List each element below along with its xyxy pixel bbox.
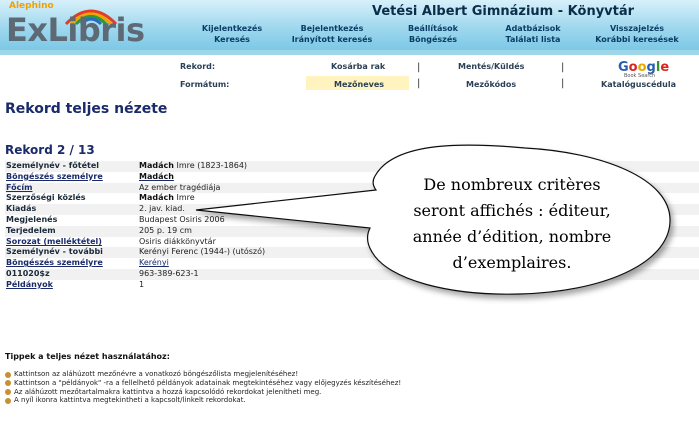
field-value-bold: Madách xyxy=(139,171,174,181)
field-label: Szerzőségi közlés xyxy=(6,193,86,203)
callout-line: De nombreux critères xyxy=(423,175,601,194)
field-label: Kiadás xyxy=(6,204,37,214)
format-mezoneves[interactable]: Mezőneves xyxy=(334,80,385,89)
field-value-bold: Madách xyxy=(139,193,174,203)
field-value-text: Osiris diákkönyvtár xyxy=(139,236,216,246)
field-value-bold: Madách xyxy=(139,161,174,170)
google-book-search-logo[interactable]: Google xyxy=(618,60,670,75)
nav-iranyitott-kereses[interactable]: Irányított keresés xyxy=(291,35,373,44)
formatum-label: Formátum: xyxy=(180,80,230,89)
tip-item: Kattintson a "példányok" -ra a fellelhető példányok adatainak megtekintéséhez vagy előjegyzés készítéséhez! xyxy=(5,379,401,388)
nav-adatbazisok[interactable]: Adatbázisok xyxy=(505,24,561,33)
field-label[interactable]: Sorozat (melléktétel) xyxy=(6,236,102,246)
field-value-text: 205 p. 19 cm xyxy=(139,225,192,235)
field-label: 011020$z xyxy=(6,268,50,278)
field-label: Megjelenés xyxy=(6,214,58,224)
field-value-text: Kerényi Ferenc (1944-) (utószó) xyxy=(139,247,266,257)
nav-beallitasok[interactable]: Beállítások xyxy=(408,24,458,33)
callout-line: seront affichés : éditeur, xyxy=(413,201,611,220)
nav-talalati-lista[interactable]: Találati lista xyxy=(505,35,561,44)
kosarba-rak-link[interactable]: Kosárba rak xyxy=(331,62,386,71)
nav-bongeszes[interactable]: Böngészés xyxy=(408,35,458,44)
logo-subtitle: Alephino xyxy=(9,1,54,11)
field-value-text: Imre xyxy=(173,193,195,203)
nav-kereses[interactable]: Keresés xyxy=(214,35,250,44)
callout-line: d’exemplaires. xyxy=(452,253,572,272)
separator: | xyxy=(417,62,421,73)
callout-text xyxy=(368,172,656,276)
rekord-label: Rekord: xyxy=(180,62,216,71)
field-label[interactable]: Főcím xyxy=(6,182,33,192)
tip-item: Az aláhúzott mezőtartalmakra kattintva a hozzá kapcsolódó rekordokat jelenítheti meg. xyxy=(5,388,401,397)
field-value-text: Az ember tragédiája xyxy=(139,182,221,192)
field-label[interactable]: Böngészés személyre xyxy=(6,258,103,268)
field-value-text: Budapest Osiris 2006 xyxy=(139,214,225,224)
callout-line: année d’édition, nombre xyxy=(412,227,612,246)
nav-bejelentkezes[interactable]: Bejelentkezés xyxy=(300,24,364,33)
field-label[interactable]: Példányok xyxy=(6,279,53,289)
google-book-search-sub: Book Search xyxy=(624,73,656,79)
field-value-text: 963-389-623-1 xyxy=(139,268,199,278)
mentes-kuldes-link[interactable]: Mentés/Küldés xyxy=(458,62,525,71)
field-value-text: 2. jav. kiad. xyxy=(139,204,185,214)
field-label: Személynév - további xyxy=(6,247,103,257)
format-katalogus-cedula[interactable]: Katalóguscédula xyxy=(601,80,676,89)
nav-kijelentkezes[interactable]: Kijelentkezés xyxy=(201,24,263,33)
library-title: Vetési Albert Gimnázium - Könyvtár xyxy=(372,4,635,19)
nav-korabbi-keresesek[interactable]: Korábbi keresések xyxy=(595,35,679,44)
separator: | xyxy=(561,62,565,73)
record-counter: Rekord 2 / 13 xyxy=(5,143,95,157)
field-label: Személynév - főtétel xyxy=(6,161,100,170)
field-value-text: Imre (1823-1864) xyxy=(173,161,248,170)
separator: | xyxy=(417,78,421,89)
exlibris-logo[interactable]: ExLibris xyxy=(6,11,145,49)
nav-visszajelzes[interactable]: Visszajelzés xyxy=(609,24,665,33)
field-value-text: Kerényi xyxy=(139,258,169,268)
page-title: Rekord teljes nézete xyxy=(5,101,168,117)
format-mezokodos[interactable]: Mezőkódos xyxy=(466,80,517,89)
field-value-text: 1 xyxy=(139,279,145,289)
tip-item: A nyíl ikonra kattintva megtekintheti a kapcsolt/linkelt rekordokat. xyxy=(5,396,401,405)
separator: | xyxy=(561,78,565,89)
field-label: Terjedelem xyxy=(6,225,56,235)
field-label[interactable]: Böngészés személyre xyxy=(6,171,103,181)
tip-item: Kattintson az aláhúzott mezőnévre a vonatkozó böngészőlista megjelenítéséhez! xyxy=(5,370,401,379)
tips-heading: Tippek a teljes nézet használatához: xyxy=(5,352,170,361)
